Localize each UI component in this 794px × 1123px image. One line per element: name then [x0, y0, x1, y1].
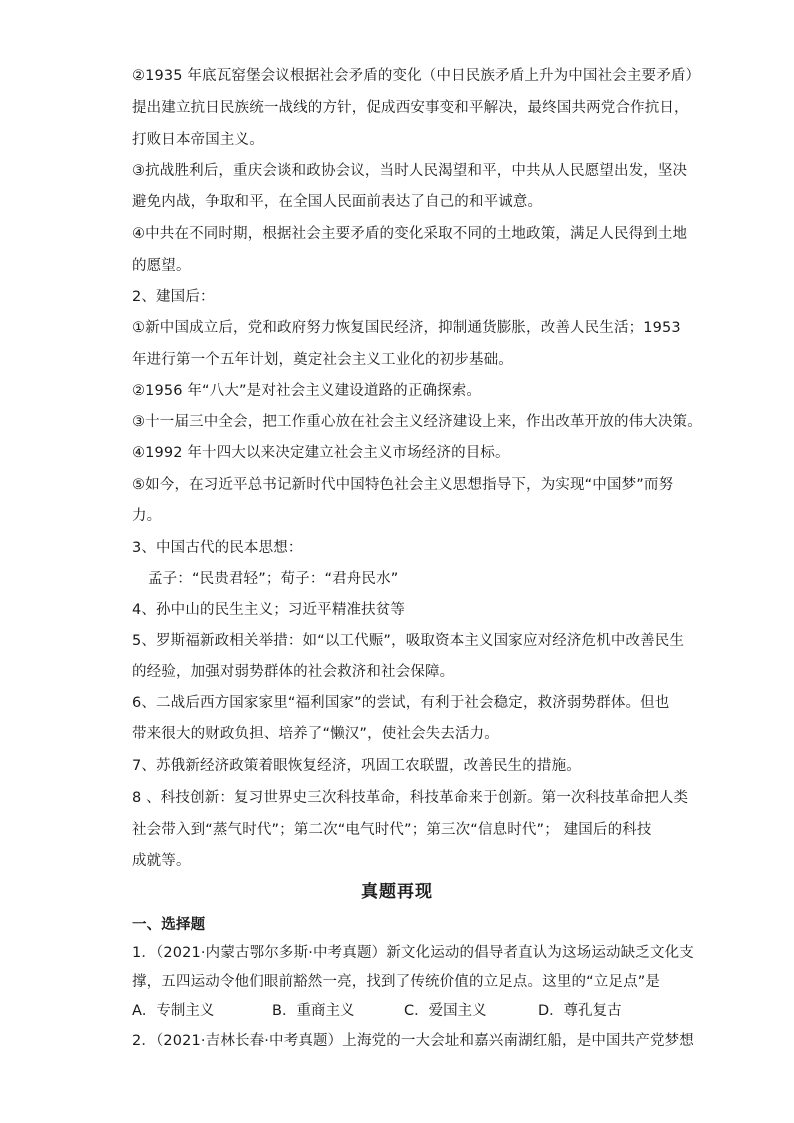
text-line: 年进行第一个五年计划，奠定社会主义工业化的初步基础。 — [132, 352, 513, 368]
section-heading: 一、选择题 — [132, 917, 206, 933]
text-line: ③抗战胜利后，重庆会谈和政协会议，当时人民渴望和平，中共从人民愿望出发，坚决 — [132, 163, 688, 179]
text-line: 3、中国古代的民本思想： — [132, 540, 303, 556]
text-line: 7、苏俄新经济政策着眼恢复经济，巩固工农联盟，改善民生的措施。 — [132, 758, 581, 774]
option-a: A．专制主义 — [132, 1003, 215, 1019]
text-line: ⑤如今，在习近平总书记新时代中国特色社会主义思想指导下，为实现“中国梦”而努 — [132, 477, 674, 493]
text-line: 5、罗斯福新政相关举措：如“以工代赈”，吸取资本主义国家应对经济危机中改善民生 — [132, 633, 685, 649]
text-line: 2、建国后： — [132, 289, 215, 305]
text-line: ①新中国成立后，党和政府努力恢复国民经济，抑制通货膨胀，改善人民生活；1953 — [132, 320, 681, 336]
question-1-line-2: 撑，五四运动令他们眼前豁然一亮，找到了传统价值的立足点。这里的“立足点”是 — [132, 974, 661, 990]
text-line: 8 、科技创新：复习世界史三次科技革命，科技革命来于创新。第一次科技革命把人类 — [132, 790, 689, 806]
text-line: 4、孙中山的民生主义；习近平精准扶贫等 — [132, 602, 406, 618]
question-2-line-1: 2．（2021·吉林长春·中考真题）上海党的一大会址和嘉兴南湖红船，是中国共产党梦想 — [132, 1033, 694, 1049]
text-line: 孟子：“民贵君轻”；荀子：“君舟民水” — [148, 571, 399, 587]
text-line: 成就等。 — [132, 853, 191, 869]
text-line: 的愿望。 — [132, 258, 191, 274]
question-1-options — [132, 1001, 672, 1021]
text-line: 的经验，加强对弱势群体的社会救济和社会保障。 — [132, 664, 455, 680]
option-c: C．爱国主义 — [404, 1003, 487, 1019]
text-line: ④1992 年十四大以来决定建立社会主义市场经济的目标。 — [132, 445, 510, 461]
text-line: 社会带入到“蒸气时代”；第二次“电气时代”；第三次“信息时代”； 建国后的科技 — [132, 822, 652, 838]
text-line: 提出建立抗日民族统一战线的方针，促成西安事变和平解决，最终国共两党合作抗日， — [132, 100, 689, 116]
text-line: ②1935 年底瓦窑堡会议根据社会矛盾的变化（中日民族矛盾上升为中国社会主要矛盾） — [132, 68, 701, 84]
text-line: 力。 — [132, 508, 162, 524]
question-1-line-1: 1．（2021·内蒙古鄂尔多斯·中考真题）新文化运动的倡导者直认为这场运动缺乏文化支 — [132, 945, 694, 961]
option-d: D．尊孔复古 — [538, 1003, 622, 1019]
text-line: 避免内战，争取和平，在全国人民面前表达了自己的和平诚意。 — [132, 194, 543, 210]
text-line: ④中共在不同时期，根据社会主要矛盾的变化采取不同的土地政策，满足人民得到土地 — [132, 226, 688, 242]
text-line: 打败日本帝国主义。 — [132, 132, 264, 148]
text-line: ②1956 年“八大”是对社会主义建设道路的正确探索。 — [132, 383, 482, 399]
section-title: 真题再现 — [361, 882, 433, 902]
text-line: ③十一届三中全会，把工作重心放在社会主义经济建设上来，作出改革开放的伟大决策。 — [132, 414, 702, 430]
option-b: B．重商主义 — [272, 1003, 355, 1019]
text-line: 带来很大的财政负担、培养了“懒汉”，使社会失去活力。 — [132, 726, 499, 742]
text-line: 6、二战后西方国家家里“福利国家”的尝试，有利于社会稳定，救济弱势群体。但也 — [132, 695, 670, 711]
